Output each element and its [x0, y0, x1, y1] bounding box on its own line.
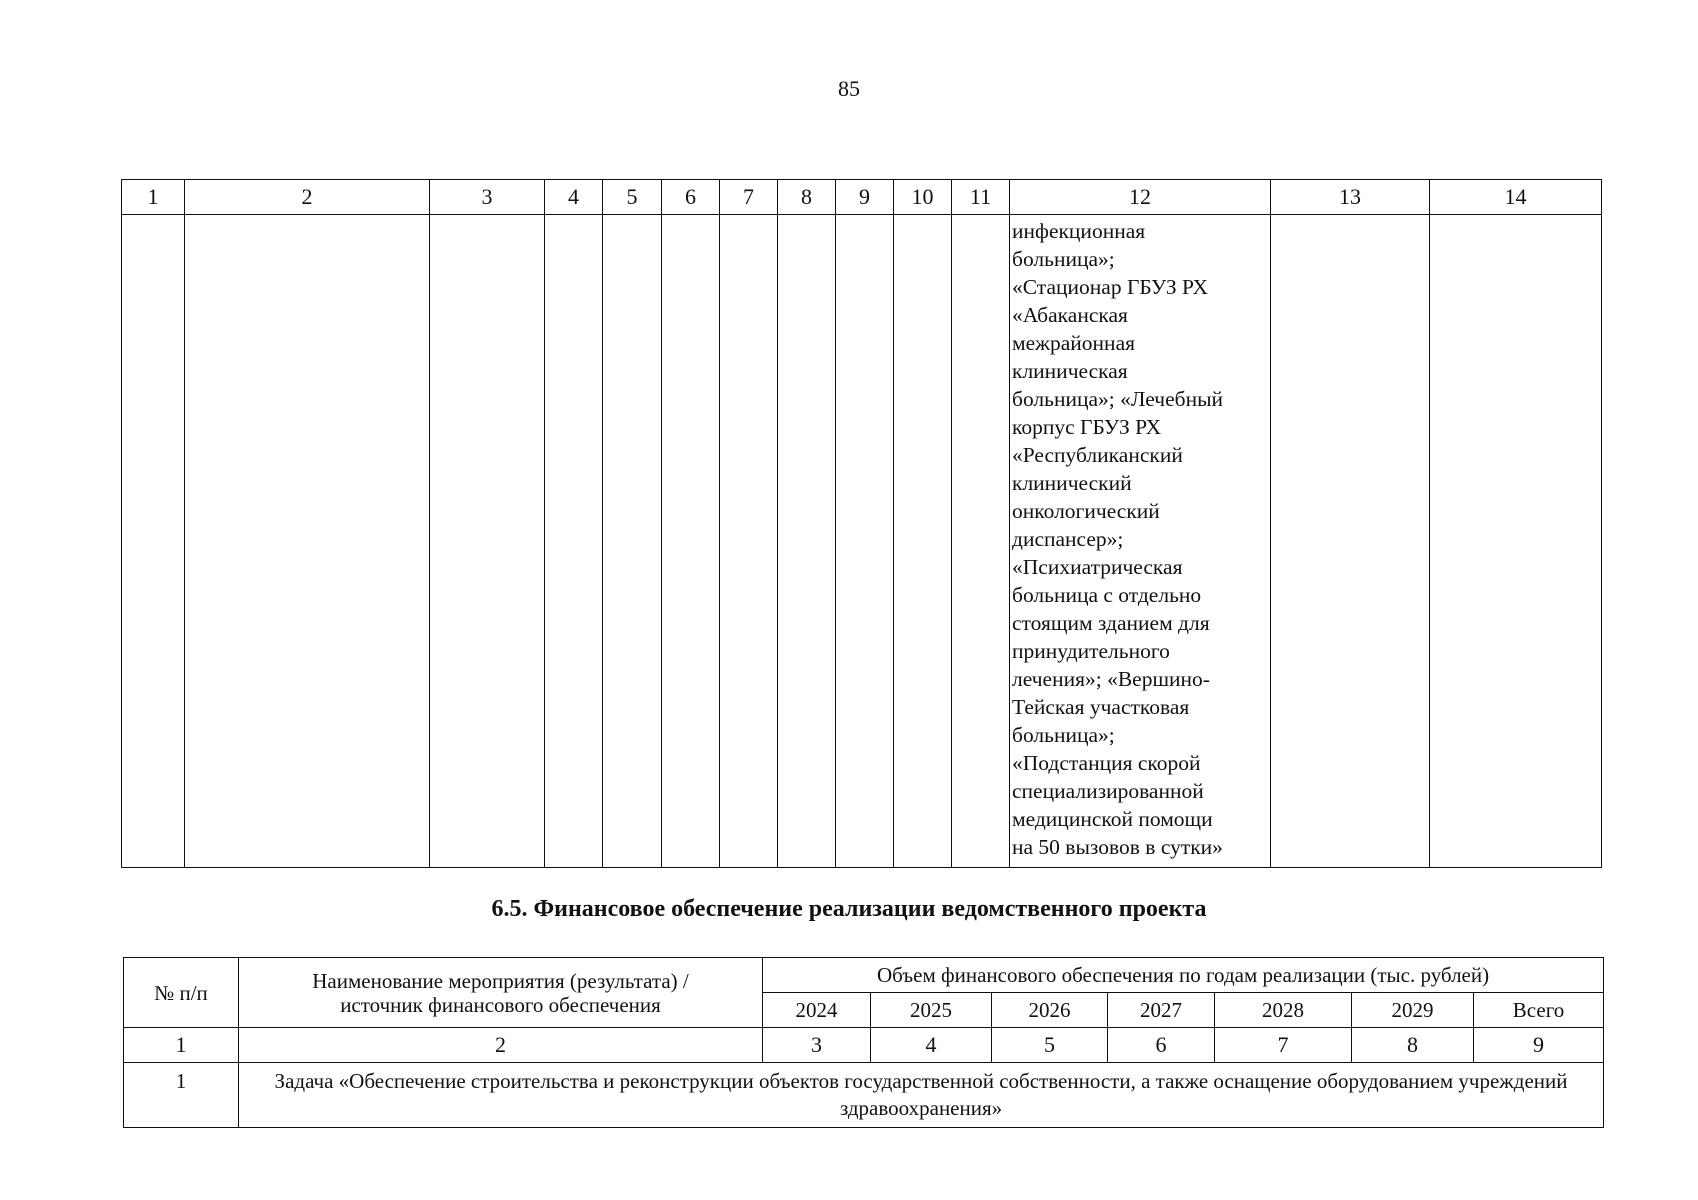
table-cell: [720, 215, 778, 868]
table-cell: [952, 215, 1010, 868]
task-row: [124, 1063, 1604, 1128]
text-line: больница»;: [1012, 723, 1115, 747]
text-line: больница с отдельно: [1012, 583, 1202, 607]
table-cell: [185, 215, 430, 868]
text-line: принудительного: [1012, 639, 1170, 663]
column-number: 7: [720, 180, 778, 215]
column-number-row: [122, 180, 1602, 215]
column-number: 4: [545, 180, 603, 215]
table-cell: [603, 215, 662, 868]
text-line: межрайонная: [1012, 331, 1135, 355]
column-number: 10: [894, 180, 952, 215]
text-line: «Подстанция скорой: [1012, 751, 1201, 775]
task-text: Задача «Обеспечение строительства и реконструкции объектов государственной собственности, а также оснащение оборудованием учреждений здравоохранения»: [239, 1063, 1604, 1128]
column-number: 6: [1108, 1028, 1215, 1063]
column-number: 7: [1215, 1028, 1352, 1063]
table-cell: [778, 215, 836, 868]
column-number: 1: [124, 1028, 239, 1063]
column-number: 8: [778, 180, 836, 215]
total-header: Всего: [1474, 993, 1604, 1028]
project-objects-table: [121, 179, 1602, 868]
year-header: 2027: [1108, 993, 1215, 1028]
text-line: медицинской помощи: [1012, 807, 1213, 831]
column-number: 13: [1271, 180, 1430, 215]
text-line: инфекционная: [1012, 219, 1146, 243]
text-line: корпус ГБУЗ РХ: [1012, 415, 1162, 439]
column-number: 5: [992, 1028, 1108, 1063]
text-line: лечения»; «Вершино-: [1012, 667, 1210, 691]
column-number: 3: [763, 1028, 871, 1063]
column-number: 3: [430, 180, 545, 215]
text-line: Тейская участковая: [1012, 695, 1190, 719]
column-number: 9: [1474, 1028, 1604, 1063]
table-cell: [836, 215, 894, 868]
header-row: [124, 958, 1604, 993]
column-number: 14: [1430, 180, 1602, 215]
column-number: 4: [871, 1028, 992, 1063]
table-cell: [662, 215, 720, 868]
table-cell: [894, 215, 952, 868]
table-cell: [430, 215, 545, 868]
column-number: 11: [952, 180, 1010, 215]
table-cell: [122, 215, 185, 868]
column-number: 2: [185, 180, 430, 215]
text-line: стоящим зданием для: [1012, 611, 1210, 635]
text-line: онкологический: [1012, 499, 1160, 523]
text-line: больница»; «Лечебный: [1012, 387, 1224, 411]
column-number: 5: [603, 180, 662, 215]
column-number: 9: [836, 180, 894, 215]
name-header: Наименование мероприятия (результата) / источник финансового обеспечения: [239, 958, 763, 1028]
year-header: 2025: [871, 993, 992, 1028]
year-header: 2029: [1352, 993, 1474, 1028]
column-number: 8: [1352, 1028, 1474, 1063]
year-header: 2028: [1215, 993, 1352, 1028]
text-line: диспансер»;: [1012, 527, 1124, 551]
objects-list-cell: [1010, 215, 1271, 868]
year-header: 2026: [992, 993, 1108, 1028]
text-line: клинический: [1012, 471, 1132, 495]
column-number: 6: [662, 180, 720, 215]
text-line: на 50 вызовов в сутки»: [1012, 835, 1223, 859]
financing-table: [123, 957, 1604, 1128]
text-line: «Республиканский: [1012, 443, 1183, 467]
column-number: 2: [239, 1028, 763, 1063]
text-line: больница»;: [1012, 247, 1115, 271]
column-number-row: [124, 1028, 1604, 1063]
section-title: 6.5. Финансовое обеспечение реализации ведомственного проекта: [491, 896, 1207, 922]
table-row: [122, 215, 1602, 868]
column-number: 1: [122, 180, 185, 215]
text-line: клиническая: [1012, 359, 1128, 383]
table-cell: [1430, 215, 1602, 868]
text-line: «Абаканская: [1012, 303, 1128, 327]
text-line: «Стационар ГБУЗ РХ: [1012, 275, 1209, 299]
volume-header: Объем финансового обеспечения по годам реализации (тыс. рублей): [763, 958, 1604, 993]
column-number: 12: [1010, 180, 1271, 215]
table-cell: [545, 215, 603, 868]
page-number: 85: [838, 76, 860, 101]
text-line: специализированной: [1012, 779, 1204, 803]
task-number: 1: [124, 1063, 239, 1128]
table-cell: [1271, 215, 1430, 868]
text-line: «Психиатрическая: [1012, 555, 1183, 579]
num-header: № п/п: [124, 958, 239, 1028]
year-header: 2024: [763, 993, 871, 1028]
